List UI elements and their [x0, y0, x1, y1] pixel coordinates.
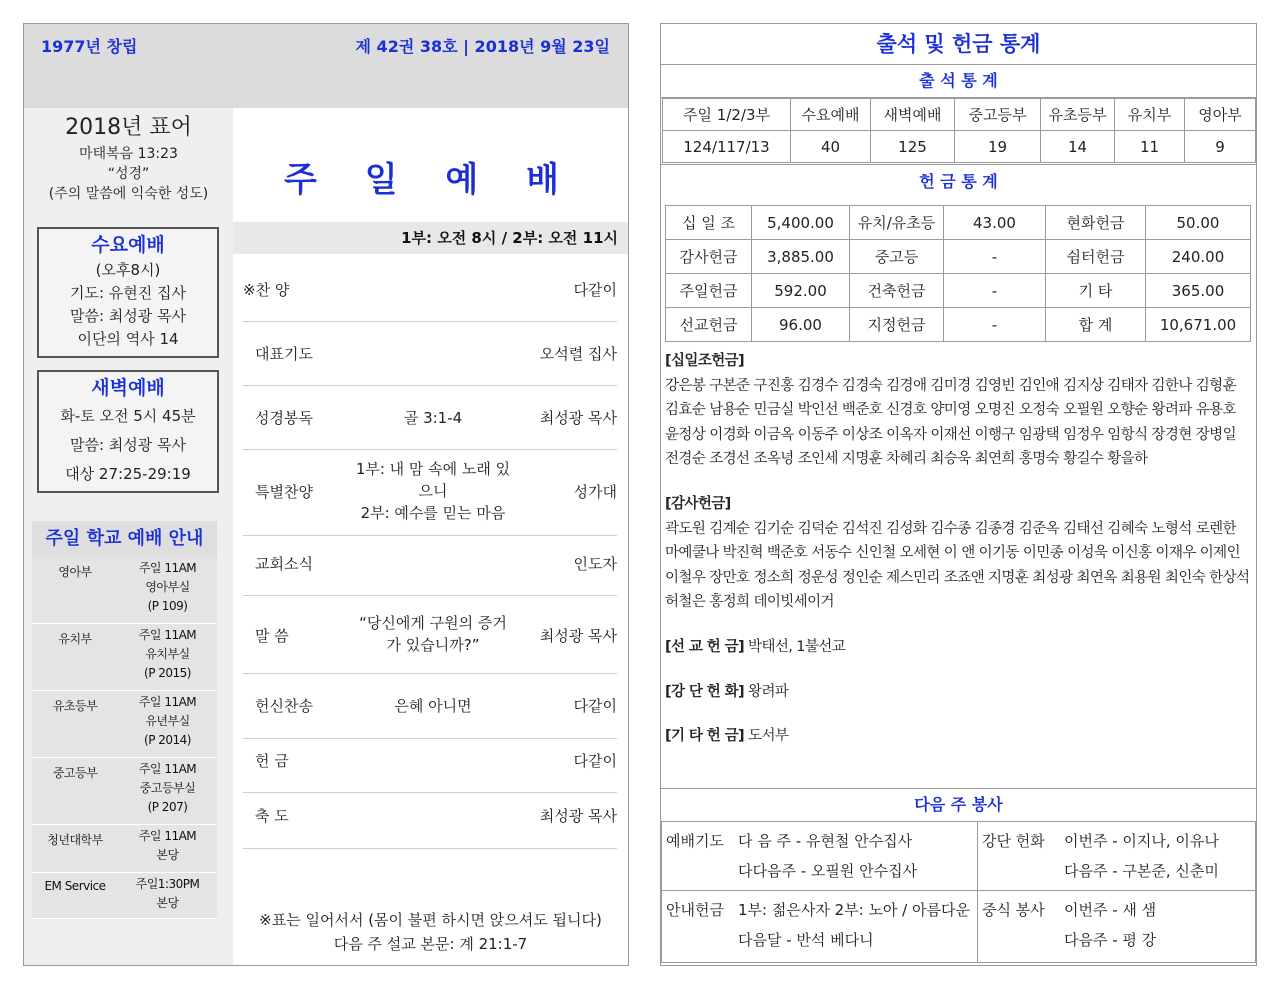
- serve-label: 중식 봉사: [982, 901, 1045, 919]
- offering-label: 건축헌금: [850, 274, 944, 308]
- offering-amount: 10,671.00: [1146, 308, 1251, 342]
- attendance-title: 출 석 통 계: [661, 64, 1256, 98]
- serve-row: [662, 822, 1256, 891]
- offering-label: 십 일 조: [666, 206, 752, 240]
- sunday-school-title: 주일 학교 예배 안내: [32, 521, 217, 557]
- school-row: [32, 873, 217, 919]
- other-names: 도서부: [744, 728, 789, 745]
- bulletin-left-page: [23, 23, 629, 966]
- next-week-table: [661, 821, 1256, 963]
- sidebar: [24, 108, 233, 966]
- school-row: [32, 691, 217, 758]
- order-leader: 오석렬 집사: [539, 345, 617, 363]
- order-content: 은혜 아니면: [394, 697, 472, 715]
- order-name: 성경봉독: [255, 409, 313, 427]
- serve-label: 강단 헌화: [982, 832, 1045, 850]
- order-content-line2: 2부: 예수를 믿는 마음: [360, 504, 506, 522]
- thanks-names: 곽도원 김계순 김기순 김덕순 김석진 김성화 김수종 김종경 김준옥 김태선 김혜숙 노형석 로렌한 마예쿨나 박진혁 백준호 서동수 신인철 오세현 이 앤 이기동 이민종 이성욱 이신홍 이재우 이제인 이철우 장만호 정소희 정운성 정인순 제스민리 조죠앤 지명훈 최성광 최연옥 최용원 최인숙 한상석 허철은 홍정희 데이빗세이거: [665, 520, 1250, 611]
- offering-amount: -: [944, 274, 1046, 308]
- other-heading: [기 타 헌 금]: [665, 728, 745, 745]
- order-name: 대표기도: [255, 345, 313, 363]
- order-name: 축 도: [255, 807, 289, 825]
- school-when: 주일 11AM: [138, 762, 197, 776]
- school-dept: 중고등부: [52, 766, 98, 780]
- serve-label: 예배기도: [666, 832, 724, 850]
- offering-table: [665, 205, 1251, 342]
- motto-verse: 마태복음 13:23: [79, 146, 178, 162]
- attendance-value-row: [663, 131, 1256, 163]
- order-name: 헌 금: [255, 752, 289, 770]
- order-leader: 다같이: [573, 752, 617, 770]
- next-week-title: 다음 주 봉사: [661, 788, 1256, 821]
- motto-title: 2018년 표어: [65, 115, 192, 140]
- order-row: [243, 386, 617, 450]
- order-leader: 다같이: [573, 697, 617, 715]
- offering-label: 기 타: [1046, 274, 1146, 308]
- offering-amount: -: [944, 308, 1046, 342]
- attendance-header-row: [663, 99, 1256, 131]
- school-room: (P 2015): [144, 666, 191, 680]
- attendance-header: 중고등부: [955, 99, 1041, 131]
- wednesday-service-box: [37, 227, 219, 358]
- bulletin-right-page: [660, 23, 1257, 966]
- order-row: [243, 268, 617, 322]
- order-name: 말 씀: [255, 627, 289, 645]
- order-row: [243, 536, 617, 596]
- offering-amount: 5,400.00: [752, 206, 850, 240]
- pulpit-names: 왕려파: [744, 683, 789, 700]
- serve-line: 1부: 젊은사자 2부: 노아 / 아름다운: [738, 901, 970, 919]
- attendance-header: 수요예배: [791, 99, 871, 131]
- dawn-text: 대상 27:25-29:19: [65, 465, 191, 483]
- school-where: 유치부실: [145, 647, 190, 661]
- offering-row: [666, 240, 1251, 274]
- attendance-value: 14: [1041, 131, 1115, 163]
- wednesday-prayer: 기도: 유현진 집사: [69, 284, 187, 302]
- offering-label: 유치/유초등: [850, 206, 944, 240]
- offering-names: [665, 349, 1253, 749]
- attendance-value: 124/117/13: [663, 131, 791, 163]
- school-room: (P 109): [147, 599, 188, 613]
- offering-label: 선교헌금: [666, 308, 752, 342]
- attendance-value: 19: [955, 131, 1041, 163]
- offering-label: 지정헌금: [850, 308, 944, 342]
- attendance-table: [662, 98, 1256, 163]
- issue-label: 제 42권 38호 | 2018년 9월 23일: [355, 37, 610, 56]
- attendance-value: 11: [1115, 131, 1185, 163]
- serve-line: 다음주 - 평 강: [1064, 931, 1157, 949]
- wednesday-time: (오후8시): [95, 261, 161, 279]
- order-row: [243, 793, 617, 849]
- offering-label: 감사헌금: [666, 240, 752, 274]
- offering-row: [666, 274, 1251, 308]
- mission-heading: [선 교 헌 금]: [665, 638, 745, 655]
- attendance-header: 유초등부: [1041, 99, 1115, 131]
- attendance-value: 125: [871, 131, 955, 163]
- attendance-header: 유치부: [1115, 99, 1185, 131]
- wednesday-sermon: 말씀: 최성광 목사: [69, 307, 187, 325]
- school-when: 주일 11AM: [138, 829, 197, 843]
- bulletin-header: [24, 24, 628, 108]
- service-note: [233, 908, 628, 956]
- serve-usher-cell: [662, 891, 978, 963]
- offering-row: [666, 206, 1251, 240]
- wednesday-text: 이단의 역사 14: [77, 330, 179, 348]
- school-where: 중고등부실: [139, 781, 196, 795]
- motto-word: “성경”: [107, 166, 150, 182]
- offering-amount: -: [944, 240, 1046, 274]
- attendance-header: 영아부: [1185, 99, 1256, 131]
- offering-row: [666, 308, 1251, 342]
- school-where: 유년부실: [145, 714, 190, 728]
- school-dept: 청년대학부: [47, 833, 103, 847]
- order-row: [243, 322, 617, 386]
- wednesday-title: 수요예배: [91, 234, 165, 256]
- order-name: 교회소식: [255, 555, 313, 573]
- tithe-names: 강은봉 구본준 구진홍 김경수 김경숙 김경애 김미경 김영빈 김인애 김지상 김태자 김한나 김형훈 김효순 남용순 민금실 박인선 백준호 신경호 양미영 오명진 오정숙 오필원 오향순 왕려파 유용호 윤정상 이경화 이금옥 이동주 이상조 이옥자 이재선 이행구 임광택 임정우 임항식 장경현 장병일 전경순 조경선 조옥녕 조인세 지명훈 차혜리 최승욱 최연희 홍명숙 황길수 황을하: [665, 377, 1236, 468]
- attendance-value: 40: [791, 131, 871, 163]
- school-row: [32, 557, 217, 624]
- pulpit-heading: [강 단 헌 화]: [665, 683, 745, 700]
- order-content: “당신에게 구원의 증거가 있습니까?”: [359, 614, 507, 654]
- school-row: [32, 624, 217, 691]
- order-content: [353, 458, 513, 524]
- motto-desc: (주의 말씀에 익숙한 성도): [48, 186, 209, 202]
- order-row: [243, 450, 617, 536]
- school-where: 본당: [156, 896, 179, 910]
- serve-line: 다음달 - 반석 베다니: [738, 931, 874, 949]
- serve-prayer-cell: [662, 822, 978, 891]
- school-dept: 영아부: [58, 565, 92, 579]
- attendance-value: 9: [1185, 131, 1256, 163]
- dawn-time: 화-토 오전 5시 45분: [60, 407, 196, 425]
- dawn-sermon: 말씀: 최성광 목사: [69, 436, 187, 454]
- order-row: [243, 596, 617, 674]
- school-dept: EM Service: [44, 879, 106, 893]
- school-row: [32, 825, 217, 873]
- order-leader: 최성광 목사: [539, 409, 617, 427]
- motto: [24, 112, 233, 204]
- offering-amount: 43.00: [944, 206, 1046, 240]
- school-when: 주일 11AM: [138, 628, 197, 642]
- order-leader: 인도자: [573, 555, 617, 573]
- dawn-service-box: [37, 370, 219, 493]
- order-name: 헌신찬송: [255, 697, 313, 715]
- offering-amount: 592.00: [752, 274, 850, 308]
- order-content-line1: 1부: 내 맘 속에 노래 있으니: [355, 460, 511, 500]
- school-when: 주일 11AM: [138, 695, 197, 709]
- order-row: [243, 674, 617, 739]
- school-row: [32, 758, 217, 825]
- order-leader: 성가대: [573, 483, 617, 501]
- serve-flower-cell: [978, 822, 1256, 891]
- service-title: 주 일 예 배: [284, 160, 577, 200]
- worship-order: [233, 108, 628, 966]
- founded-label: 1977년 창립: [41, 37, 138, 56]
- offering-amount: 365.00: [1146, 274, 1251, 308]
- offering-amount: 50.00: [1146, 206, 1251, 240]
- stats-title: 출석 및 헌금 통계: [876, 32, 1041, 56]
- service-times: 1부: 오전 8시 / 2부: 오전 11시: [233, 222, 628, 254]
- sunday-school-list: [32, 557, 217, 919]
- offering-label: 중고등: [850, 240, 944, 274]
- serve-meal-cell: [978, 891, 1256, 963]
- school-where: 본당: [156, 848, 179, 862]
- offering-amount: 3,885.00: [752, 240, 850, 274]
- order-name: 특별찬양: [255, 483, 313, 501]
- serve-row: [662, 891, 1256, 963]
- school-dept: 유초등부: [52, 699, 98, 713]
- order-leader: 최성광 목사: [539, 627, 617, 645]
- dawn-title: 새벽예배: [91, 377, 165, 399]
- school-when: 주일 11AM: [138, 561, 197, 575]
- tithe-heading: [십일조헌금]: [665, 353, 745, 369]
- serve-line: 이번주 - 새 샘: [1064, 901, 1157, 919]
- serve-line: 다다음주 - 오필원 안수집사: [738, 862, 918, 880]
- order-leader: 최성광 목사: [539, 807, 617, 825]
- serve-line: 다 음 주 - 유현철 안수집사: [738, 832, 913, 850]
- order-row: [243, 739, 617, 793]
- attendance-header: 주일 1/2/3부: [663, 99, 791, 131]
- next-sermon-note: 다음 주 설교 본문: 계 21:1-7: [333, 935, 528, 953]
- offering-title: 헌 금 통 계: [661, 164, 1256, 200]
- school-room: (P 2014): [144, 733, 191, 747]
- offering-amount: 240.00: [1146, 240, 1251, 274]
- attendance-header: 새벽예배: [871, 99, 955, 131]
- standing-note: ※표는 일어서서 (몸이 불편 하시면 앉으셔도 됩니다): [259, 911, 602, 929]
- serve-line: 다음주 - 구본준, 신춘미: [1064, 862, 1219, 880]
- order-name: ※찬 양: [243, 281, 290, 299]
- offering-label: 주일헌금: [666, 274, 752, 308]
- offering-label: 현화헌금: [1046, 206, 1146, 240]
- school-room: (P 207): [147, 800, 188, 814]
- mission-names: 박태선, 1불선교: [744, 638, 846, 655]
- thanks-heading: [감사헌금]: [665, 495, 731, 512]
- school-where: 영아부실: [145, 580, 190, 594]
- offering-label: 쉼터헌금: [1046, 240, 1146, 274]
- serve-line: 이번주 - 이지나, 이유나: [1064, 832, 1219, 850]
- offering-label: 합 계: [1046, 308, 1146, 342]
- school-when: 주일1:30PM: [135, 877, 200, 891]
- school-dept: 유치부: [58, 632, 92, 646]
- order-content: 골 3:1-4: [403, 409, 463, 427]
- offering-amount: 96.00: [752, 308, 850, 342]
- serve-label: 안내헌금: [666, 901, 724, 919]
- order-leader: 다같이: [573, 281, 617, 299]
